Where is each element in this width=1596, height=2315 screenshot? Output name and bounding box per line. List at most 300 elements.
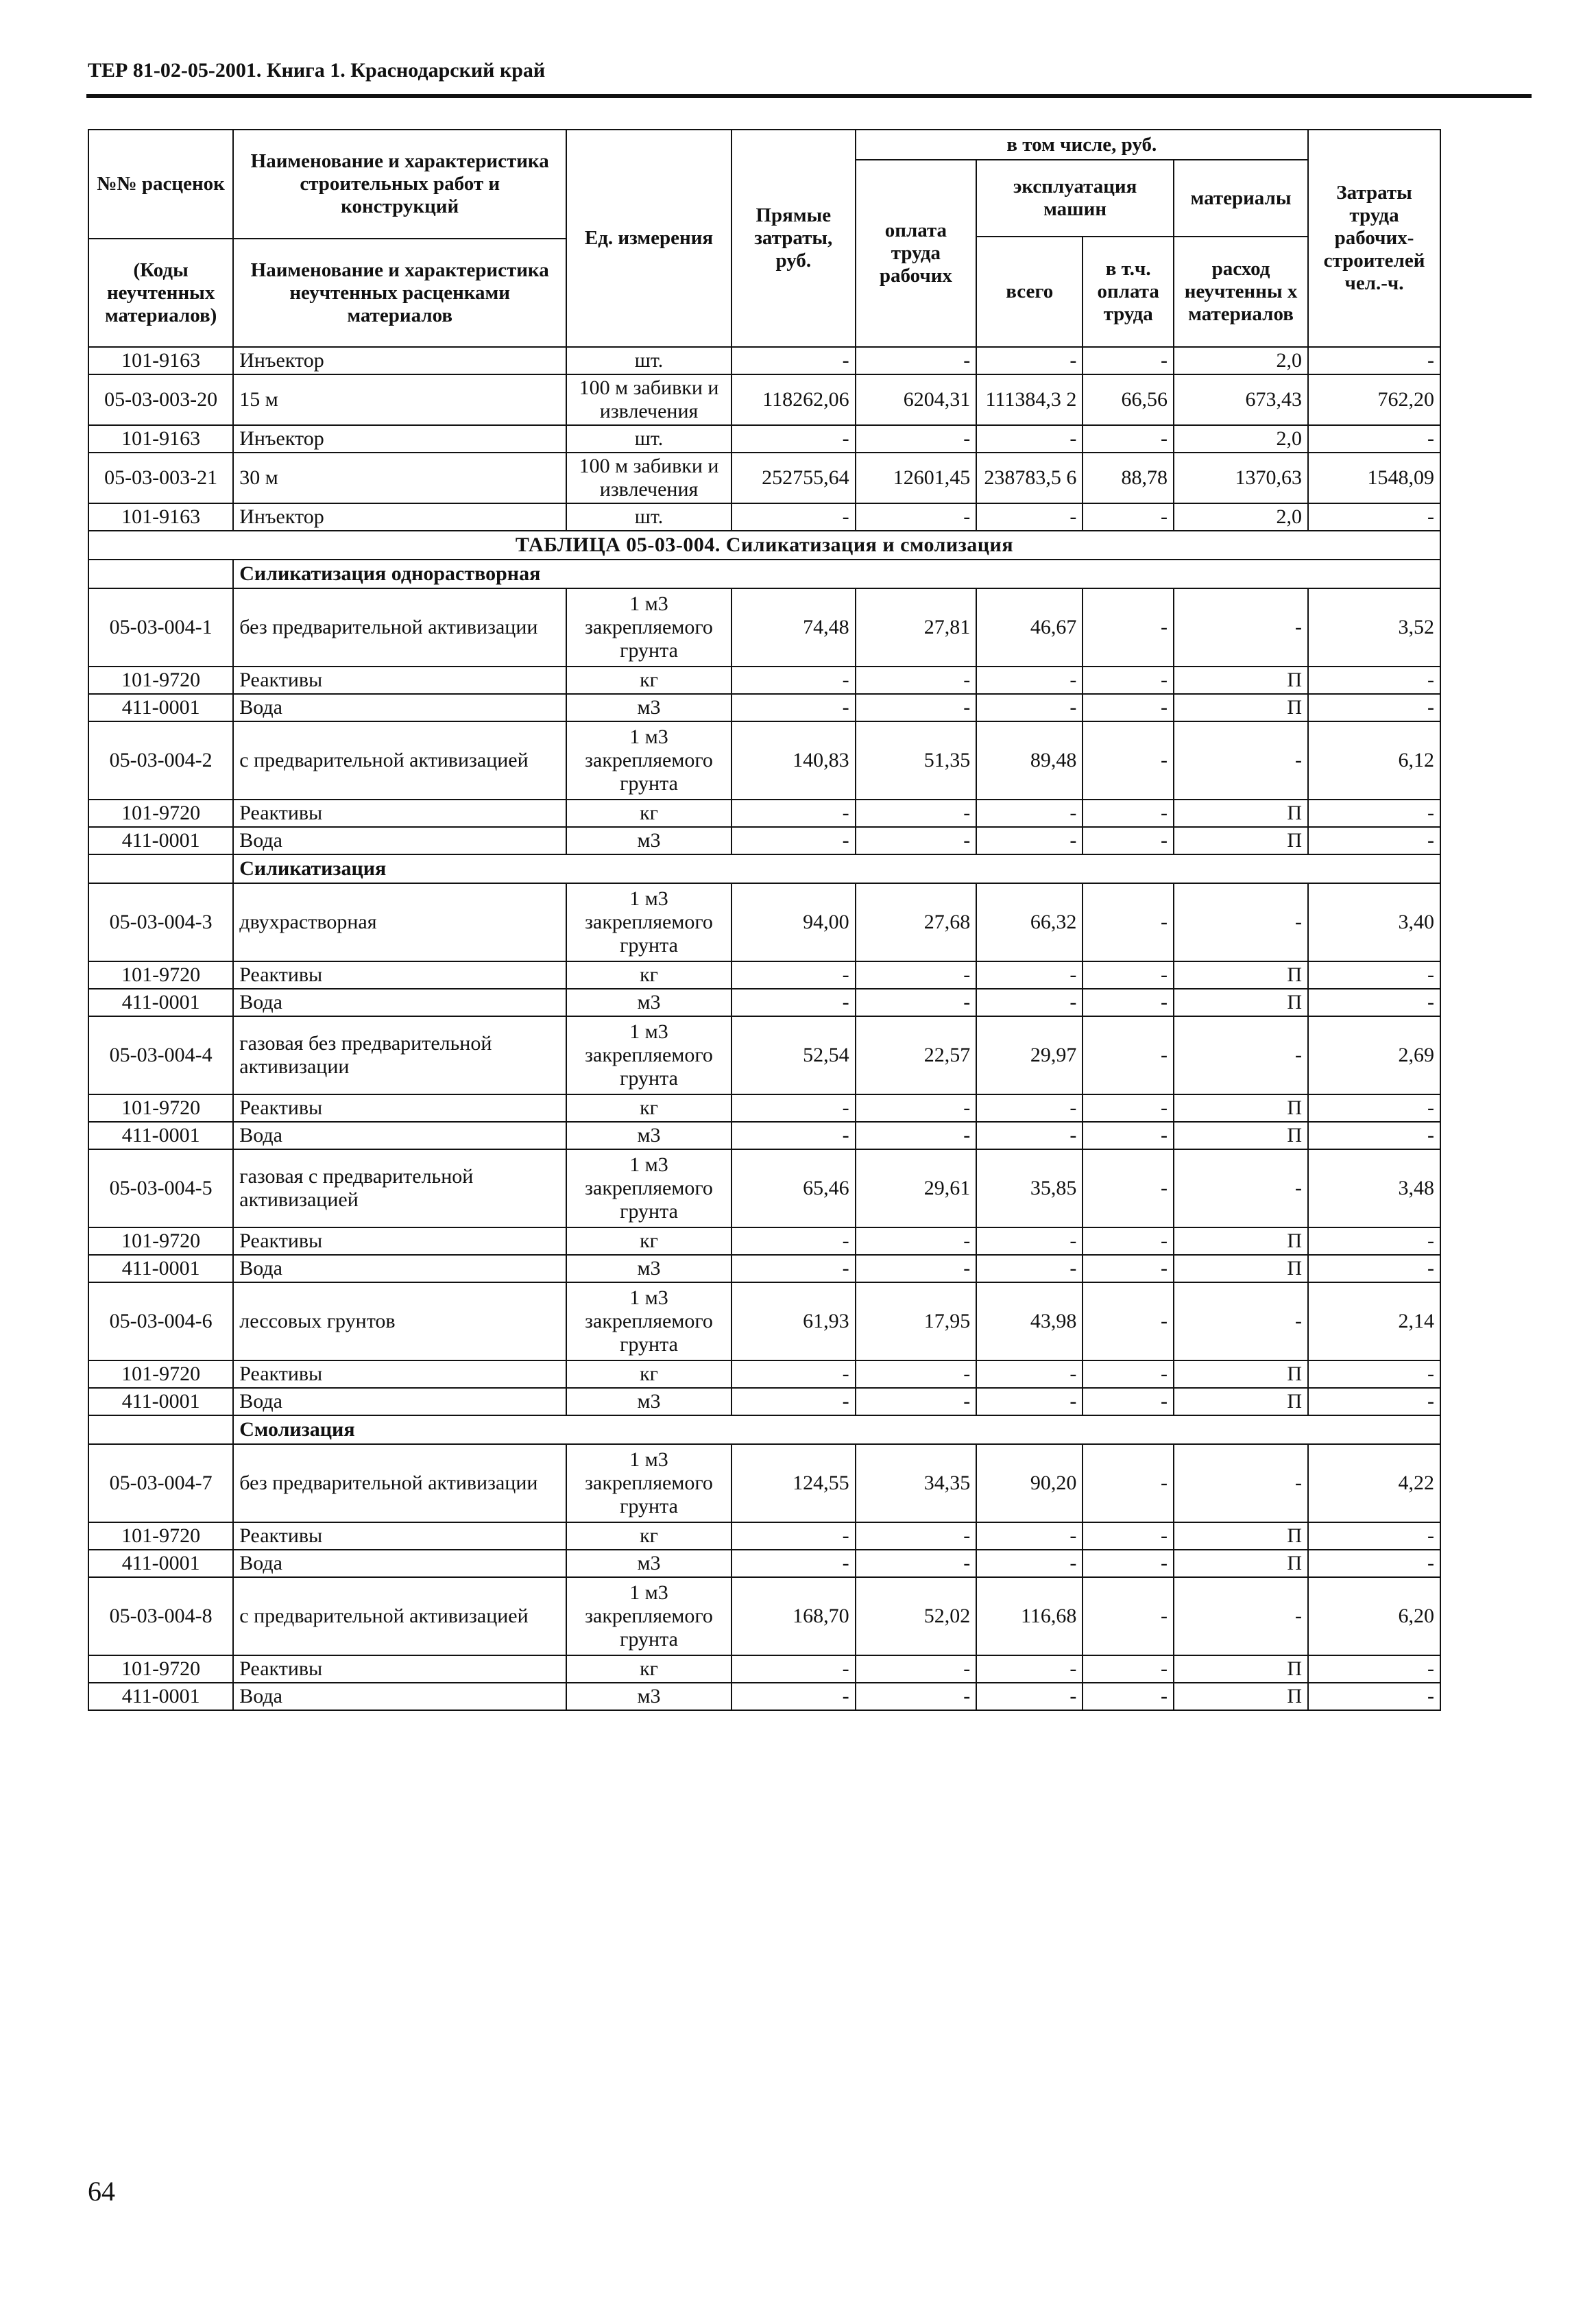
cell-machines-labor: - bbox=[1083, 667, 1174, 694]
cell-name: без предварительной активизации bbox=[233, 1444, 566, 1522]
cell-unit: м3 bbox=[566, 1388, 732, 1415]
cell-name: лессовых грунтов bbox=[233, 1282, 566, 1360]
cell-machines-total: - bbox=[976, 347, 1083, 374]
cell-machines-total: 89,48 bbox=[976, 721, 1083, 800]
cell-machines-labor: 66,56 bbox=[1083, 374, 1174, 425]
cell-machines-labor: - bbox=[1083, 1255, 1174, 1282]
cell-machines-total: 116,68 bbox=[976, 1577, 1083, 1655]
table-row-rate bbox=[88, 588, 1440, 667]
cell-code: 411-0001 bbox=[88, 989, 233, 1016]
cell-labor-pay: - bbox=[856, 1655, 977, 1683]
cell-labor-hours: 6,12 bbox=[1308, 721, 1440, 800]
cell-machines-labor: - bbox=[1083, 989, 1174, 1016]
cell-machines-labor: 88,78 bbox=[1083, 453, 1174, 503]
cell-code: 101-9163 bbox=[88, 347, 233, 374]
cell-machines-labor: - bbox=[1083, 588, 1174, 667]
cell-labor-pay: 6204,31 bbox=[856, 374, 977, 425]
cell-unit: кг bbox=[566, 1655, 732, 1683]
cell-unit: м3 bbox=[566, 1550, 732, 1577]
cell-labor-hours: 762,20 bbox=[1308, 374, 1440, 425]
cell-name: Реактивы bbox=[233, 961, 566, 989]
cell-direct-cost: - bbox=[732, 1227, 856, 1255]
cell-direct-cost: 94,00 bbox=[732, 883, 856, 961]
cell-unit: м3 bbox=[566, 1683, 732, 1710]
cell-code: 411-0001 bbox=[88, 1388, 233, 1415]
page-header-title: ТЕР 81-02-05-2001. Книга 1. Краснодарский край bbox=[88, 59, 546, 82]
cell-code: 05-03-004-5 bbox=[88, 1149, 233, 1227]
table-subsection-row bbox=[88, 854, 1440, 883]
cell-labor-hours: - bbox=[1308, 1388, 1440, 1415]
cell-direct-cost: - bbox=[732, 425, 856, 453]
cell-unit: шт. bbox=[566, 503, 732, 531]
cell-machines-total: 43,98 bbox=[976, 1282, 1083, 1360]
cell-unit: кг bbox=[566, 667, 732, 694]
cell-machines-total: - bbox=[976, 1227, 1083, 1255]
cell-labor-hours: 1548,09 bbox=[1308, 453, 1440, 503]
cell-materials: 2,0 bbox=[1174, 347, 1308, 374]
cell-machines-labor: - bbox=[1083, 425, 1174, 453]
cell-materials: П bbox=[1174, 1683, 1308, 1710]
cell-materials: П bbox=[1174, 961, 1308, 989]
cell-unit: 1 м3 закрепляемого грунта bbox=[566, 883, 732, 961]
cell-name: Реактивы bbox=[233, 1522, 566, 1550]
cell-direct-cost: - bbox=[732, 989, 856, 1016]
cell-direct-cost: - bbox=[732, 694, 856, 721]
cell-machines-total: 238783,5 6 bbox=[976, 453, 1083, 503]
table-row-material bbox=[88, 1550, 1440, 1577]
cell-labor-pay: 51,35 bbox=[856, 721, 977, 800]
cell-unit: 1 м3 закрепляемого грунта bbox=[566, 588, 732, 667]
cell-labor-hours: 3,48 bbox=[1308, 1149, 1440, 1227]
cell-code: 101-9720 bbox=[88, 800, 233, 827]
cell-labor-pay: - bbox=[856, 503, 977, 531]
cell-labor-pay: - bbox=[856, 1360, 977, 1388]
cell-name: Вода bbox=[233, 1388, 566, 1415]
cell-labor-pay: - bbox=[856, 827, 977, 854]
cell-machines-labor: - bbox=[1083, 1149, 1174, 1227]
cell-code: 101-9720 bbox=[88, 1655, 233, 1683]
cell-machines-labor: - bbox=[1083, 1282, 1174, 1360]
table-row-material bbox=[88, 1655, 1440, 1683]
cell-name: Инъектор bbox=[233, 347, 566, 374]
cell-direct-cost: 52,54 bbox=[732, 1016, 856, 1094]
cell-direct-cost: 168,70 bbox=[732, 1577, 856, 1655]
cell-labor-hours: - bbox=[1308, 1094, 1440, 1122]
cell-name: Реактивы bbox=[233, 1227, 566, 1255]
cell-machines-total: - bbox=[976, 1360, 1083, 1388]
cell-name: Реактивы bbox=[233, 1360, 566, 1388]
cell-machines-total: 29,97 bbox=[976, 1016, 1083, 1094]
cell-labor-pay: - bbox=[856, 1550, 977, 1577]
cell-code: 05-03-004-1 bbox=[88, 588, 233, 667]
cell-labor-pay: - bbox=[856, 694, 977, 721]
cell-code: 101-9720 bbox=[88, 961, 233, 989]
cell-unit: шт. bbox=[566, 425, 732, 453]
table-row-rate bbox=[88, 1444, 1440, 1522]
cell-labor-pay: - bbox=[856, 1122, 977, 1149]
cell-machines-labor: - bbox=[1083, 1227, 1174, 1255]
cell-direct-cost: 65,46 bbox=[732, 1149, 856, 1227]
section-title-cell: ТАБЛИЦА 05-03-004. Силикатизация и смолизация bbox=[88, 531, 1440, 560]
cell-direct-cost: 124,55 bbox=[732, 1444, 856, 1522]
table-row-material bbox=[88, 347, 1440, 374]
cell-name: Реактивы bbox=[233, 667, 566, 694]
cell-machines-labor: - bbox=[1083, 1444, 1174, 1522]
cell-machines-total: - bbox=[976, 1094, 1083, 1122]
table-row-material bbox=[88, 503, 1440, 531]
cell-labor-hours: - bbox=[1308, 800, 1440, 827]
cell-labor-hours: - bbox=[1308, 1122, 1440, 1149]
cell-code: 411-0001 bbox=[88, 694, 233, 721]
subsection-title-cell: Смолизация bbox=[233, 1415, 1440, 1444]
cell-machines-labor: - bbox=[1083, 1683, 1174, 1710]
subsection-empty-cell bbox=[88, 1415, 233, 1444]
table-row-rate bbox=[88, 1577, 1440, 1655]
cell-unit: 1 м3 закрепляемого грунта bbox=[566, 721, 732, 800]
cell-labor-hours: 4,22 bbox=[1308, 1444, 1440, 1522]
cell-code: 05-03-004-6 bbox=[88, 1282, 233, 1360]
cell-name: Вода bbox=[233, 827, 566, 854]
cell-name: Вода bbox=[233, 1683, 566, 1710]
col-machines-total-header: всего bbox=[976, 237, 1083, 347]
cell-name: Вода bbox=[233, 1255, 566, 1282]
cell-labor-hours: - bbox=[1308, 694, 1440, 721]
cell-labor-pay: 17,95 bbox=[856, 1282, 977, 1360]
table-row-material bbox=[88, 989, 1440, 1016]
cell-labor-pay: - bbox=[856, 800, 977, 827]
cell-machines-labor: - bbox=[1083, 503, 1174, 531]
cell-unit: кг bbox=[566, 961, 732, 989]
cell-materials: П bbox=[1174, 694, 1308, 721]
cell-code: 411-0001 bbox=[88, 1255, 233, 1282]
cell-labor-pay: 27,68 bbox=[856, 883, 977, 961]
cell-labor-hours: - bbox=[1308, 1522, 1440, 1550]
cell-materials: П bbox=[1174, 667, 1308, 694]
cell-direct-cost: - bbox=[732, 503, 856, 531]
table-subsection-row bbox=[88, 560, 1440, 588]
cell-machines-total: 66,32 bbox=[976, 883, 1083, 961]
table-row-material bbox=[88, 1122, 1440, 1149]
cell-direct-cost: - bbox=[732, 1360, 856, 1388]
cell-unit: кг bbox=[566, 1227, 732, 1255]
table-row-material bbox=[88, 800, 1440, 827]
cell-materials: П bbox=[1174, 1522, 1308, 1550]
cell-direct-cost: - bbox=[732, 1550, 856, 1577]
cell-name: с предварительной активизацией bbox=[233, 721, 566, 800]
cell-machines-total: - bbox=[976, 667, 1083, 694]
cell-labor-hours: - bbox=[1308, 425, 1440, 453]
col-materials-sub-header: расход неучтенны х материалов bbox=[1174, 237, 1308, 347]
cell-direct-cost: 118262,06 bbox=[732, 374, 856, 425]
cell-code: 411-0001 bbox=[88, 827, 233, 854]
table-row-material bbox=[88, 425, 1440, 453]
table-row-material bbox=[88, 1255, 1440, 1282]
cell-labor-hours: - bbox=[1308, 989, 1440, 1016]
cell-name: Вода bbox=[233, 1122, 566, 1149]
col-code-sub-header: (Коды неучтенных материалов) bbox=[88, 239, 233, 347]
cell-code: 411-0001 bbox=[88, 1683, 233, 1710]
cell-code: 101-9720 bbox=[88, 1227, 233, 1255]
cell-labor-pay: - bbox=[856, 1522, 977, 1550]
cell-name: Реактивы bbox=[233, 1655, 566, 1683]
cell-machines-total: 46,67 bbox=[976, 588, 1083, 667]
subsection-title-cell: Силикатизация bbox=[233, 854, 1440, 883]
cell-materials: 1370,63 bbox=[1174, 453, 1308, 503]
cell-code: 05-03-004-4 bbox=[88, 1016, 233, 1094]
cell-direct-cost: - bbox=[732, 961, 856, 989]
cell-machines-total: - bbox=[976, 425, 1083, 453]
cell-labor-hours: 3,52 bbox=[1308, 588, 1440, 667]
cell-code: 101-9163 bbox=[88, 425, 233, 453]
cell-machines-total: 35,85 bbox=[976, 1149, 1083, 1227]
cell-machines-total: - bbox=[976, 827, 1083, 854]
rates-table bbox=[88, 129, 1441, 1711]
table-row-material bbox=[88, 827, 1440, 854]
cell-materials: - bbox=[1174, 883, 1308, 961]
cell-code: 05-03-003-21 bbox=[88, 453, 233, 503]
cell-labor-pay: - bbox=[856, 425, 977, 453]
cell-machines-labor: - bbox=[1083, 883, 1174, 961]
cell-machines-total: - bbox=[976, 694, 1083, 721]
cell-direct-cost: 140,83 bbox=[732, 721, 856, 800]
cell-materials: П bbox=[1174, 1227, 1308, 1255]
col-labor-cost-header: Затраты труда рабочих-строителей чел.-ч. bbox=[1308, 130, 1440, 347]
cell-name: Вода bbox=[233, 989, 566, 1016]
cell-materials: - bbox=[1174, 1444, 1308, 1522]
cell-name: Вода bbox=[233, 1550, 566, 1577]
subsection-title-cell: Силикатизация однорастворная bbox=[233, 560, 1440, 588]
cell-code: 05-03-004-2 bbox=[88, 721, 233, 800]
cell-labor-pay: 29,61 bbox=[856, 1149, 977, 1227]
cell-materials: - bbox=[1174, 588, 1308, 667]
table-body bbox=[88, 347, 1440, 1710]
cell-unit: м3 bbox=[566, 989, 732, 1016]
cell-direct-cost: - bbox=[732, 1122, 856, 1149]
cell-name: с предварительной активизацией bbox=[233, 1577, 566, 1655]
header-rule bbox=[86, 94, 1532, 98]
cell-machines-labor: - bbox=[1083, 347, 1174, 374]
cell-machines-total: - bbox=[976, 1655, 1083, 1683]
table-head bbox=[88, 130, 1440, 347]
table-row-rate bbox=[88, 374, 1440, 425]
cell-name: 30 м bbox=[233, 453, 566, 503]
cell-machines-total: - bbox=[976, 1255, 1083, 1282]
subsection-empty-cell bbox=[88, 854, 233, 883]
cell-materials: П bbox=[1174, 1388, 1308, 1415]
cell-materials: П bbox=[1174, 989, 1308, 1016]
cell-direct-cost: - bbox=[732, 1522, 856, 1550]
cell-machines-labor: - bbox=[1083, 1016, 1174, 1094]
cell-materials: П bbox=[1174, 1255, 1308, 1282]
cell-code: 05-03-004-7 bbox=[88, 1444, 233, 1522]
table-row-material bbox=[88, 1388, 1440, 1415]
cell-direct-cost: 74,48 bbox=[732, 588, 856, 667]
cell-materials: 673,43 bbox=[1174, 374, 1308, 425]
cell-name: 15 м bbox=[233, 374, 566, 425]
cell-name: газовая с предварительной активизацией bbox=[233, 1149, 566, 1227]
cell-materials: П bbox=[1174, 1094, 1308, 1122]
cell-name: Инъектор bbox=[233, 503, 566, 531]
cell-direct-cost: - bbox=[732, 1094, 856, 1122]
cell-machines-total: - bbox=[976, 1122, 1083, 1149]
cell-machines-total: - bbox=[976, 503, 1083, 531]
cell-machines-total: - bbox=[976, 989, 1083, 1016]
table-section-title bbox=[88, 531, 1440, 560]
cell-machines-total: 111384,3 2 bbox=[976, 374, 1083, 425]
cell-direct-cost: - bbox=[732, 347, 856, 374]
cell-labor-pay: - bbox=[856, 1683, 977, 1710]
table-row-material bbox=[88, 1360, 1440, 1388]
cell-unit: 1 м3 закрепляемого грунта bbox=[566, 1016, 732, 1094]
cell-unit: м3 bbox=[566, 827, 732, 854]
table-row-rate bbox=[88, 721, 1440, 800]
cell-unit: 100 м забивки и извлечения bbox=[566, 374, 732, 425]
cell-unit: 1 м3 закрепляемого грунта bbox=[566, 1282, 732, 1360]
cell-labor-pay: - bbox=[856, 667, 977, 694]
cell-machines-labor: - bbox=[1083, 1522, 1174, 1550]
cell-materials: П bbox=[1174, 1122, 1308, 1149]
cell-materials: - bbox=[1174, 1282, 1308, 1360]
cell-name: Вода bbox=[233, 694, 566, 721]
cell-labor-hours: - bbox=[1308, 1360, 1440, 1388]
table-row-rate bbox=[88, 1282, 1440, 1360]
cell-unit: м3 bbox=[566, 1255, 732, 1282]
cell-machines-labor: - bbox=[1083, 1577, 1174, 1655]
cell-materials: П bbox=[1174, 1360, 1308, 1388]
cell-unit: кг bbox=[566, 1094, 732, 1122]
cell-name: газовая без предварительной активизации bbox=[233, 1016, 566, 1094]
cell-direct-cost: - bbox=[732, 1655, 856, 1683]
cell-labor-pay: 52,02 bbox=[856, 1577, 977, 1655]
cell-name: двухрастворная bbox=[233, 883, 566, 961]
cell-unit: 100 м забивки и извлечения bbox=[566, 453, 732, 503]
cell-machines-total: - bbox=[976, 961, 1083, 989]
col-machines-labor-header: в т.ч. оплата труда bbox=[1083, 237, 1174, 347]
cell-labor-hours: - bbox=[1308, 961, 1440, 989]
cell-labor-pay: 22,57 bbox=[856, 1016, 977, 1094]
cell-labor-hours: - bbox=[1308, 1255, 1440, 1282]
cell-direct-cost: - bbox=[732, 1255, 856, 1282]
table-row-material bbox=[88, 1094, 1440, 1122]
cell-materials: 2,0 bbox=[1174, 503, 1308, 531]
table-row-material bbox=[88, 961, 1440, 989]
cell-machines-labor: - bbox=[1083, 1360, 1174, 1388]
cell-direct-cost: 61,93 bbox=[732, 1282, 856, 1360]
cell-machines-total: - bbox=[976, 1522, 1083, 1550]
page-number: 64 bbox=[88, 2176, 115, 2207]
table-subsection-row bbox=[88, 1415, 1440, 1444]
col-unit-header: Ед. измерения bbox=[566, 130, 732, 347]
cell-labor-hours: 2,69 bbox=[1308, 1016, 1440, 1094]
cell-code: 05-03-004-3 bbox=[88, 883, 233, 961]
cell-labor-hours: 2,14 bbox=[1308, 1282, 1440, 1360]
cell-labor-hours: - bbox=[1308, 347, 1440, 374]
cell-machines-labor: - bbox=[1083, 827, 1174, 854]
cell-unit: кг bbox=[566, 1522, 732, 1550]
table-row-rate bbox=[88, 883, 1440, 961]
table-row-rate bbox=[88, 1149, 1440, 1227]
cell-labor-pay: - bbox=[856, 1094, 977, 1122]
cell-direct-cost: - bbox=[732, 1683, 856, 1710]
cell-machines-total: - bbox=[976, 1550, 1083, 1577]
cell-machines-total: - bbox=[976, 800, 1083, 827]
col-machines-header: эксплуатация машин bbox=[976, 160, 1174, 237]
cell-machines-labor: - bbox=[1083, 800, 1174, 827]
cell-code: 05-03-003-20 bbox=[88, 374, 233, 425]
cell-labor-pay: - bbox=[856, 961, 977, 989]
cell-unit: м3 bbox=[566, 1122, 732, 1149]
cell-direct-cost: - bbox=[732, 1388, 856, 1415]
cell-machines-labor: - bbox=[1083, 721, 1174, 800]
cell-direct-cost: - bbox=[732, 667, 856, 694]
subsection-empty-cell bbox=[88, 560, 233, 588]
col-name-header: Наименование и характеристика строительных работ и конструкций bbox=[233, 130, 566, 239]
cell-labor-hours: - bbox=[1308, 1683, 1440, 1710]
cell-code: 411-0001 bbox=[88, 1122, 233, 1149]
cell-machines-labor: - bbox=[1083, 1094, 1174, 1122]
cell-labor-hours: - bbox=[1308, 1227, 1440, 1255]
cell-labor-pay: - bbox=[856, 347, 977, 374]
cell-materials: - bbox=[1174, 1149, 1308, 1227]
cell-direct-cost: - bbox=[732, 827, 856, 854]
cell-code: 411-0001 bbox=[88, 1550, 233, 1577]
cell-unit: 1 м3 закрепляемого грунта bbox=[566, 1444, 732, 1522]
cell-machines-labor: - bbox=[1083, 1388, 1174, 1415]
table-row-material bbox=[88, 1227, 1440, 1255]
cell-labor-hours: 6,20 bbox=[1308, 1577, 1440, 1655]
cell-materials: П bbox=[1174, 1655, 1308, 1683]
cell-unit: шт. bbox=[566, 347, 732, 374]
cell-machines-labor: - bbox=[1083, 961, 1174, 989]
cell-direct-cost: - bbox=[732, 800, 856, 827]
cell-unit: м3 bbox=[566, 694, 732, 721]
cell-labor-pay: 12601,45 bbox=[856, 453, 977, 503]
table-row-material bbox=[88, 694, 1440, 721]
col-including-header: в том числе, руб. bbox=[856, 130, 1308, 160]
cell-name: без предварительной активизации bbox=[233, 588, 566, 667]
table-row-material bbox=[88, 1522, 1440, 1550]
cell-materials: - bbox=[1174, 1016, 1308, 1094]
cell-labor-pay: - bbox=[856, 989, 977, 1016]
cell-materials: - bbox=[1174, 1577, 1308, 1655]
cell-name: Инъектор bbox=[233, 425, 566, 453]
cell-materials: П bbox=[1174, 1550, 1308, 1577]
cell-machines-labor: - bbox=[1083, 1122, 1174, 1149]
cell-unit: кг bbox=[566, 1360, 732, 1388]
table-row-material bbox=[88, 1683, 1440, 1710]
table-row-rate bbox=[88, 453, 1440, 503]
cell-labor-hours: - bbox=[1308, 1550, 1440, 1577]
cell-materials: 2,0 bbox=[1174, 425, 1308, 453]
col-code-header: №№ расценок bbox=[88, 130, 233, 239]
cell-labor-pay: - bbox=[856, 1227, 977, 1255]
cell-code: 101-9720 bbox=[88, 1360, 233, 1388]
cell-code: 101-9163 bbox=[88, 503, 233, 531]
col-labor-pay-header: оплата труда рабочих bbox=[856, 160, 977, 347]
cell-unit: 1 м3 закрепляемого грунта bbox=[566, 1149, 732, 1227]
cell-machines-labor: - bbox=[1083, 694, 1174, 721]
cell-code: 05-03-004-8 bbox=[88, 1577, 233, 1655]
cell-labor-hours: 3,40 bbox=[1308, 883, 1440, 961]
cell-labor-hours: - bbox=[1308, 503, 1440, 531]
cell-materials: - bbox=[1174, 721, 1308, 800]
cell-machines-total: 90,20 bbox=[976, 1444, 1083, 1522]
cell-materials: П bbox=[1174, 800, 1308, 827]
col-materials-header: материалы bbox=[1174, 160, 1308, 237]
cell-materials: П bbox=[1174, 827, 1308, 854]
cell-name: Реактивы bbox=[233, 1094, 566, 1122]
cell-machines-total: - bbox=[976, 1388, 1083, 1415]
